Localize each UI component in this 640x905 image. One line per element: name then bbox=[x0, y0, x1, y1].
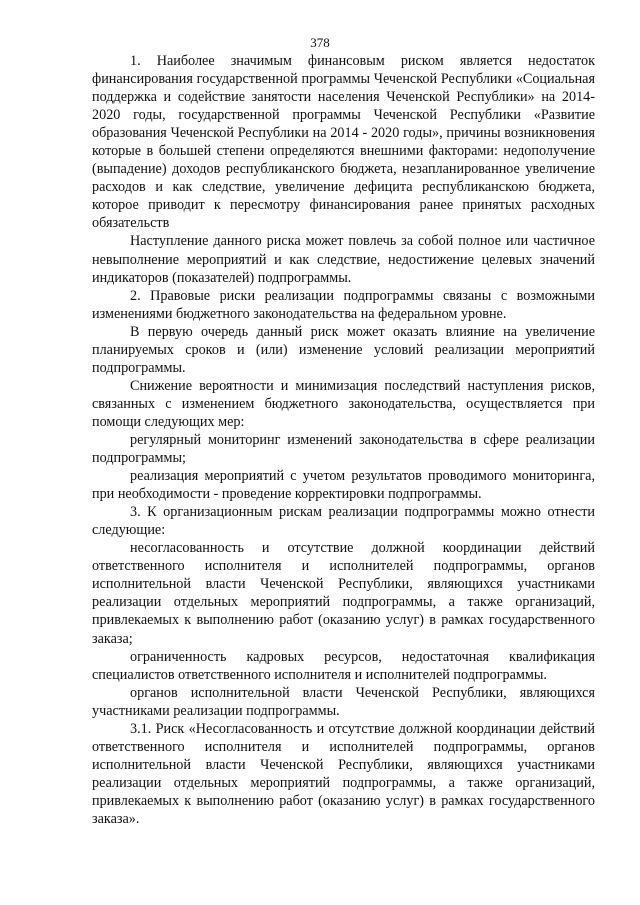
paragraph-financial-risk: 1. Наиболее значимым финансовым риском является недостаток финансирования государственной программы Чеченской Республики «Социальная поддержка и содействие занятости населения Чеченской Республики» на 2014-2020 годы, государственной программы Чеченской Республики «Развитие образования Чеченской Республики на 2014 - 2020 годы», причины возникновения которые в большей степени определяются внешними факторами: недополучение (выпадение) доходов республиканского бюджета, незапланированное увеличение расходов и как следствие, увеличение дефицита республиканскою бюджета, которое приводит к пересмотру финансирования ранее принятых расходных обязательств bbox=[92, 53, 595, 232]
paragraph-legal-risks: 2. Правовые риски реализации подпрограммы связаны с возможными изменениями бюджетного законодательства на федеральном уровне. bbox=[92, 287, 595, 322]
paragraph-measure-monitoring: регулярный мониторинг изменений законодательства в сфере реализации подпрограммы; bbox=[92, 431, 595, 467]
paragraph-staff-risk: ограниченность кадровых ресурсов, недостаточная квалификация специалистов ответственного исполнителя и исполнителей подпрограммы. bbox=[92, 648, 595, 683]
paragraph-legal-risk-impact: В первую очередь данный риск может оказать влияние на увеличение планируемых сроков и (или) изменение условий реализации мероприятий подпрограммы. bbox=[92, 323, 595, 376]
page-number: 378 bbox=[310, 35, 330, 50]
paragraph-measure-adjustment: реализация мероприятий с учетом результатов проводимого мониторинга, при необходимости - проведение корректировки подпрограммы. bbox=[92, 468, 595, 503]
paragraph-executive-bodies: органов исполнительной власти Чеченской Республики, являющихся участниками реализации подпрограммы. bbox=[92, 684, 595, 719]
paragraph-coordination-risk: несогласованность и отсутствие должной координации действий ответственного исполнителя и исполнителей подпрограммы, органов исполнительной власти Чеченской Республики, являющихся участниками реализации отдельных мероприятий подпрограммы, а также организаций, привлекаемых к выполнению работ (оказанию услуг) в рамках государственного заказа; bbox=[92, 540, 595, 647]
paragraph-organizational-risks: 3. К организационным рискам реализации подпрограммы можно отнести следующие: bbox=[92, 504, 595, 539]
paragraph-risk-consequence: Наступление данного риска может повлечь за собой полное или частичное невыполнение мероприятий и как следствие, недостижение целевых значений индикаторов (показателей) подпрограммы. bbox=[92, 233, 595, 286]
paragraph-risk-mitigation: Снижение вероятности и минимизация последствий наступления рисков, связанных с изменением бюджетного законодательства, осуществляется при помощи следующих мер: bbox=[92, 377, 595, 430]
paragraph-risk-3-1: 3.1. Риск «Несогласованность и отсутствие должной координации действий ответственного исполнителя и исполнителей подпрограммы, органов исполнительной власти Чеченской Республики, являющихся участниками реализации отдельных мероприятий подпрограммы, а также организаций, привлекаемых к выполнению работ (оказанию услуг) в рамках государственного заказа». bbox=[92, 720, 595, 827]
document-body bbox=[92, 52, 595, 828]
